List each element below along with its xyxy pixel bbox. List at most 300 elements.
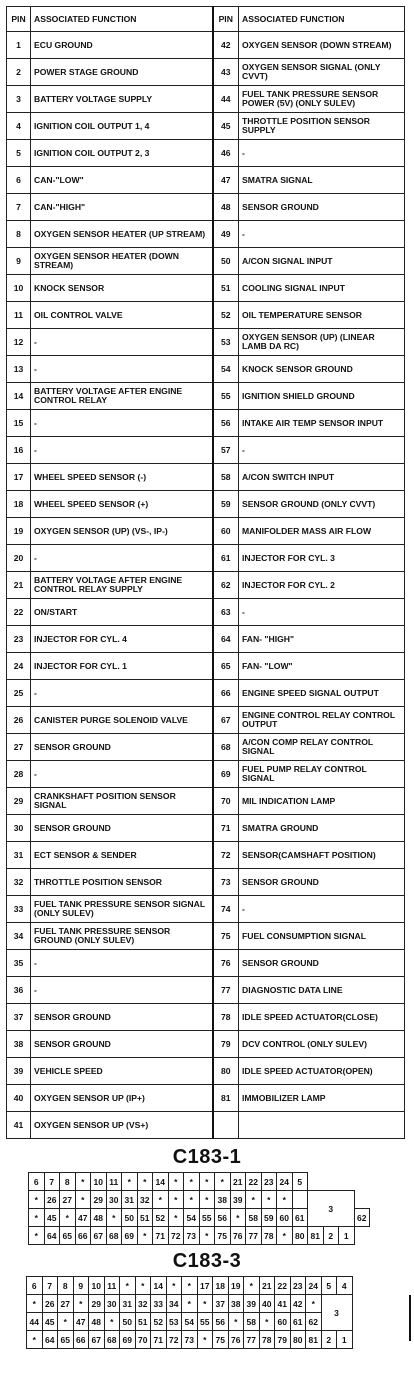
function-left: OXYGEN SENSOR HEATER (UP STREAM) (31, 221, 213, 248)
connector-pin-cell: 65 (60, 1227, 76, 1245)
pin-number-left: 14 (7, 383, 31, 410)
table-row (7, 140, 405, 167)
table-row (7, 761, 405, 788)
connector-pin-cell: * (29, 1227, 45, 1245)
table-row (7, 32, 405, 59)
function-left: - (31, 545, 213, 572)
connector-pin-cell: * (75, 1191, 91, 1209)
table-row (7, 86, 405, 113)
function-right: - (239, 599, 405, 626)
connector-pin-cell: 54 (182, 1313, 198, 1331)
function-right: A/CON COMP RELAY CONTROL SIGNAL (239, 734, 405, 761)
pin-number-right: 44 (213, 86, 239, 113)
connector-pin-cell: * (244, 1277, 260, 1295)
connector-pin-cell: 52 (153, 1209, 169, 1227)
connector-pin-cell: * (277, 1191, 293, 1209)
function-left: KNOCK SENSOR (31, 275, 213, 302)
function-right: MANIFOLDER MASS AIR FLOW (239, 518, 405, 545)
function-right: SENSOR GROUND (239, 950, 405, 977)
connector-c183-1-title: C183-1 (172, 1146, 242, 1168)
connector-pin-cell: 69 (122, 1227, 138, 1245)
pin-number-right: 74 (213, 896, 239, 923)
connector-pin-cell: 22 (246, 1173, 262, 1191)
pin-number-right: 46 (213, 140, 239, 167)
function-left: IGNITION COIL OUTPUT 1, 4 (31, 113, 213, 140)
function-right: - (239, 896, 405, 923)
function-right: THROTTLE POSITION SENSOR SUPPLY (239, 113, 405, 140)
function-left: SENSOR GROUND (31, 1004, 213, 1031)
connector-pin-cell: 24 (277, 1173, 293, 1191)
function-right: SMATRA GROUND (239, 815, 405, 842)
connector-pin-cell: * (168, 1191, 184, 1209)
table-row (7, 923, 405, 950)
connector-pin-cell: * (197, 1295, 213, 1313)
connector-pin-cell: 32 (135, 1295, 151, 1313)
table-row (7, 248, 405, 275)
connector-pin-cell: 48 (91, 1209, 107, 1227)
pin-number-right: 55 (213, 383, 239, 410)
table-row (7, 1031, 405, 1058)
table-row (7, 410, 405, 437)
connector-pin-cell: 60 (275, 1313, 291, 1331)
function-right: INJECTOR FOR CYL. 2 (239, 572, 405, 599)
connector-pin-cell: 18 (213, 1277, 229, 1295)
connector-pin-cell: 68 (106, 1227, 122, 1245)
function-right: ENGINE CONTROL RELAY CONTROL OUTPUT (239, 707, 405, 734)
connector-pin-cell: 4 (337, 1277, 353, 1295)
pin-number-right: 80 (213, 1058, 239, 1085)
connector-pin-cell: * (106, 1209, 122, 1227)
connector-center-pin: 3 (308, 1191, 355, 1227)
pin-number-left: 5 (7, 140, 31, 167)
connector-pin-cell: 32 (137, 1191, 153, 1209)
connector-pin-cell: 42 (290, 1295, 306, 1313)
connector-c183-3-pin-grid (26, 1276, 353, 1349)
table-row (7, 518, 405, 545)
pin-number-left: 39 (7, 1058, 31, 1085)
pin-number-left: 20 (7, 545, 31, 572)
connector-pin-cell: 60 (277, 1209, 293, 1227)
connector-pin-cell: 26 (42, 1295, 58, 1313)
function-right: SMATRA SIGNAL (239, 167, 405, 194)
pin-table-body (7, 32, 405, 1139)
connector-pin-cell: 38 (228, 1295, 244, 1313)
connector-pin-cell: * (230, 1209, 246, 1227)
connector-pin-cell: * (168, 1209, 184, 1227)
connector-pin-cell: * (199, 1191, 215, 1209)
pin-number-left: 28 (7, 761, 31, 788)
connector-pin-cell: 11 (104, 1277, 120, 1295)
table-row (7, 869, 405, 896)
pin-number-right: 53 (213, 329, 239, 356)
connector-pin-cell: 81 (308, 1227, 324, 1245)
function-right: KNOCK SENSOR GROUND (239, 356, 405, 383)
pin-number-left: 31 (7, 842, 31, 869)
pin-number-right: 78 (213, 1004, 239, 1031)
connector-pin-cell: * (122, 1173, 138, 1191)
pin-number-left: 41 (7, 1112, 31, 1139)
function-left: SENSOR GROUND (31, 734, 213, 761)
function-right: OXYGEN SENSOR (UP) (LINEAR LAMB DA RC) (239, 329, 405, 356)
function-right: SENSOR(CAMSHAFT POSITION) (239, 842, 405, 869)
function-left: CANISTER PURGE SOLENOID VALVE (31, 707, 213, 734)
connector-pin-cell: 24 (306, 1277, 322, 1295)
table-row (7, 788, 405, 815)
table-row (7, 329, 405, 356)
connector-pin-cell: * (137, 1227, 153, 1245)
connector-pin-cell: 23 (261, 1173, 277, 1191)
function-left: - (31, 410, 213, 437)
table-row (7, 194, 405, 221)
pin-number-left: 10 (7, 275, 31, 302)
function-left: SENSOR GROUND (31, 1031, 213, 1058)
pin-number-right: 70 (213, 788, 239, 815)
pin-number-right: 57 (213, 437, 239, 464)
connector-pin-cell: * (166, 1277, 182, 1295)
table-row (7, 572, 405, 599)
connector-pin-cell: 66 (75, 1227, 91, 1245)
function-left: OIL CONTROL VALVE (31, 302, 213, 329)
function-left: ECU GROUND (31, 32, 213, 59)
connector-pin-cell: * (246, 1191, 262, 1209)
connector-pin-cell: 26 (44, 1191, 60, 1209)
pin-number-left: 27 (7, 734, 31, 761)
connector-pin-cell: 58 (246, 1209, 262, 1227)
connector-pin-cell: 17 (197, 1277, 213, 1295)
connector-pin-cell: * (75, 1173, 91, 1191)
pin-number-right: 81 (213, 1085, 239, 1112)
function-left: - (31, 950, 213, 977)
function-right: OXYGEN SENSOR (DOWN STREAM) (239, 32, 405, 59)
pin-number-left: 25 (7, 680, 31, 707)
connector-pin-cell: * (60, 1209, 76, 1227)
table-header-row (7, 7, 405, 32)
function-right: IGNITION SHIELD GROUND (239, 383, 405, 410)
table-row (7, 1112, 405, 1139)
function-left: OXYGEN SENSOR HEATER (DOWN STREAM) (31, 248, 213, 275)
connector-pin-cell: 62 (354, 1209, 370, 1227)
table-row (7, 545, 405, 572)
pin-number-right: 58 (213, 464, 239, 491)
connector-pin-cell: 71 (153, 1227, 169, 1245)
connector-pin-cell: 21 (230, 1173, 246, 1191)
pin-number-right: 51 (213, 275, 239, 302)
connector-pin-cell: 64 (42, 1331, 58, 1349)
pin-number-left: 15 (7, 410, 31, 437)
function-right: OIL TEMPERATURE SENSOR (239, 302, 405, 329)
table-row (7, 167, 405, 194)
function-left: ECT SENSOR & SENDER (31, 842, 213, 869)
connector-pin-cell: 56 (213, 1313, 229, 1331)
connector-pin-cell: * (199, 1227, 215, 1245)
pin-number-right: 49 (213, 221, 239, 248)
connector-pin-cell: 44 (27, 1313, 43, 1331)
function-right: - (239, 437, 405, 464)
pin-function-table (6, 6, 405, 1139)
function-right: OXYGEN SENSOR SIGNAL (ONLY CVVT) (239, 59, 405, 86)
connector-pin-cell: 23 (290, 1277, 306, 1295)
function-left: - (31, 977, 213, 1004)
connector-pin-cell: 41 (275, 1295, 291, 1313)
connector-pin-cell: 5 (321, 1277, 337, 1295)
pin-number-right: 59 (213, 491, 239, 518)
table-row (7, 1085, 405, 1112)
connector-pin-cell: 10 (89, 1277, 105, 1295)
connector-pin-cell: 6 (27, 1277, 43, 1295)
connector-pin-cell: 52 (151, 1313, 167, 1331)
pin-number-left: 37 (7, 1004, 31, 1031)
connector-row (29, 1227, 370, 1245)
function-left: ON/START (31, 599, 213, 626)
connector-pin-cell: 65 (58, 1331, 74, 1349)
function-left: WHEEL SPEED SENSOR (+) (31, 491, 213, 518)
table-row (7, 221, 405, 248)
function-left: SENSOR GROUND (31, 815, 213, 842)
connector-row (27, 1277, 353, 1295)
pin-number-right: 72 (213, 842, 239, 869)
function-right: FAN- "HIGH" (239, 626, 405, 653)
connector-pin-cell: * (27, 1331, 43, 1349)
table-row (7, 275, 405, 302)
connector-pin-cell: * (306, 1295, 322, 1313)
connector-row (27, 1313, 353, 1331)
connector-pin-cell: 58 (244, 1313, 260, 1331)
connector-pin-cell: 72 (166, 1331, 182, 1349)
connector-pin-cell: 75 (215, 1227, 231, 1245)
pin-number-right: 43 (213, 59, 239, 86)
connector-c183-1-grid (28, 1172, 370, 1245)
connector-pin-cell: 48 (89, 1313, 105, 1331)
pin-number-right: 45 (213, 113, 239, 140)
pin-number-right: 66 (213, 680, 239, 707)
pin-number-left: 30 (7, 815, 31, 842)
connector-pin-cell: 29 (89, 1295, 105, 1313)
function-left: INJECTOR FOR CYL. 1 (31, 653, 213, 680)
pin-number-left: 4 (7, 113, 31, 140)
connector-pin-cell: 19 (228, 1277, 244, 1295)
function-right: MIL INDICATION LAMP (239, 788, 405, 815)
connector-pin-cell: 55 (197, 1313, 213, 1331)
pin-number-right: 68 (213, 734, 239, 761)
function-right: FUEL PUMP RELAY CONTROL SIGNAL (239, 761, 405, 788)
connector-pin-cell: 78 (259, 1331, 275, 1349)
pin-number-left: 16 (7, 437, 31, 464)
function-left: FUEL TANK PRESSURE SENSOR SIGNAL (ONLY SULEV) (31, 896, 213, 923)
connector-pin-cell: 7 (44, 1173, 60, 1191)
connector-pin-cell: 2 (321, 1331, 337, 1349)
pin-number-left: 7 (7, 194, 31, 221)
connector-pin-cell: * (104, 1313, 120, 1331)
connector-pin-cell: * (27, 1295, 43, 1313)
connector-pin-cell: * (29, 1191, 45, 1209)
function-left: OXYGEN SENSOR UP (VS+) (31, 1112, 213, 1139)
pin-number-right: 76 (213, 950, 239, 977)
connector-pin-cell: * (184, 1191, 200, 1209)
connector-pin-cell: 1 (339, 1227, 355, 1245)
connector-pin-cell: 40 (259, 1295, 275, 1313)
pin-number-left: 9 (7, 248, 31, 275)
pin-number-left: 26 (7, 707, 31, 734)
connector-pin-cell: * (277, 1227, 293, 1245)
function-left: - (31, 437, 213, 464)
connector-pin-cell: 79 (275, 1331, 291, 1349)
connector-pin-cell: 66 (73, 1331, 89, 1349)
connector-pin-cell: 80 (290, 1331, 306, 1349)
table-row (7, 977, 405, 1004)
pin-number-left: 23 (7, 626, 31, 653)
connector-pin-cell: 1 (337, 1331, 353, 1349)
connector-pin-cell: 68 (104, 1331, 120, 1349)
function-left: OXYGEN SENSOR (UP) (VS-, IP-) (31, 518, 213, 545)
pin-number-left: 13 (7, 356, 31, 383)
connector-pin-cell: 75 (213, 1331, 229, 1349)
connector-pin-cell: 59 (261, 1209, 277, 1227)
connector-pin-cell: 27 (58, 1295, 74, 1313)
pin-number-right: 60 (213, 518, 239, 545)
function-header-right: ASSOCIATED FUNCTION (239, 7, 405, 32)
connector-pin-cell: 31 (122, 1191, 138, 1209)
connector-pin-cell: 37 (213, 1295, 229, 1313)
connector-pin-cell: 45 (42, 1313, 58, 1331)
function-right: COOLING SIGNAL INPUT (239, 275, 405, 302)
connector-pin-cell: 10 (91, 1173, 107, 1191)
table-row (7, 626, 405, 653)
pin-number-left: 3 (7, 86, 31, 113)
table-row (7, 1004, 405, 1031)
connector-pin-cell: 39 (230, 1191, 246, 1209)
connector-pin-cell: 34 (166, 1295, 182, 1313)
table-row (7, 815, 405, 842)
connector-pin-cell: 67 (89, 1331, 105, 1349)
connector-row (29, 1191, 370, 1209)
pin-number-right: 52 (213, 302, 239, 329)
pin-number-right: 71 (213, 815, 239, 842)
function-right: IDLE SPEED ACTUATOR(CLOSE) (239, 1004, 405, 1031)
connector-pin-cell: 81 (306, 1331, 322, 1349)
connector-pin-cell (292, 1191, 308, 1209)
function-left: BATTERY VOLTAGE AFTER ENGINE CONTROL RELAY SUPPLY (31, 572, 213, 599)
connector-pin-cell: 47 (75, 1209, 91, 1227)
connector-side-bar (409, 1295, 411, 1341)
connector-pin-cell: 78 (261, 1227, 277, 1245)
connector-pin-cell: 38 (215, 1191, 231, 1209)
connector-c183-3-title: C183-3 (172, 1250, 242, 1272)
pin-number-right: 54 (213, 356, 239, 383)
connector-pin-cell: * (73, 1295, 89, 1313)
pin-number-left: 21 (7, 572, 31, 599)
connector-pin-cell: 39 (244, 1295, 260, 1313)
function-right: FUEL CONSUMPTION SIGNAL (239, 923, 405, 950)
connector-pin-cell: 67 (91, 1227, 107, 1245)
connector-c183-1-pin-grid (28, 1172, 370, 1245)
table-row (7, 950, 405, 977)
function-right: ENGINE SPEED SIGNAL OUTPUT (239, 680, 405, 707)
pin-number-right: 42 (213, 32, 239, 59)
function-right: - (239, 221, 405, 248)
pin-number-left: 8 (7, 221, 31, 248)
connector-pin-cell: 30 (104, 1295, 120, 1313)
function-right: DIAGNOSTIC DATA LINE (239, 977, 405, 1004)
function-left: OXYGEN SENSOR UP (IP+) (31, 1085, 213, 1112)
connector-pin-cell: 76 (230, 1227, 246, 1245)
pin-number-left: 2 (7, 59, 31, 86)
connector-pin-cell: 80 (292, 1227, 308, 1245)
function-right: SENSOR GROUND (ONLY CVVT) (239, 491, 405, 518)
pin-header-left: PIN (7, 7, 31, 32)
connector-pin-cell: 69 (120, 1331, 136, 1349)
connector-pin-cell: 61 (292, 1209, 308, 1227)
table-row (7, 383, 405, 410)
table-row (7, 734, 405, 761)
connector-pin-cell: 8 (60, 1173, 76, 1191)
connector-pin-cell: 50 (120, 1313, 136, 1331)
connector-pin-cell: 53 (166, 1313, 182, 1331)
function-left: BATTERY VOLTAGE AFTER ENGINE CONTROL RELAY (31, 383, 213, 410)
connector-pin-cell: 30 (106, 1191, 122, 1209)
table-row (7, 437, 405, 464)
function-right: INJECTOR FOR CYL. 3 (239, 545, 405, 572)
connector-pin-cell: * (135, 1277, 151, 1295)
function-left: VEHICLE SPEED (31, 1058, 213, 1085)
table-row (7, 599, 405, 626)
connector-pin-cell: 33 (151, 1295, 167, 1313)
function-left: IGNITION COIL OUTPUT 2, 3 (31, 140, 213, 167)
pin-number-left: 1 (7, 32, 31, 59)
function-right: IDLE SPEED ACTUATOR(OPEN) (239, 1058, 405, 1085)
function-right: A/CON SWITCH INPUT (239, 464, 405, 491)
connector-pin-cell: 5 (292, 1173, 308, 1191)
pin-number-right: 67 (213, 707, 239, 734)
pin-number-left: 35 (7, 950, 31, 977)
pin-number-left: 11 (7, 302, 31, 329)
function-left: CAN-"HIGH" (31, 194, 213, 221)
table-row (7, 59, 405, 86)
connector-pin-cell: * (228, 1313, 244, 1331)
pin-number-left: 22 (7, 599, 31, 626)
function-left: CAN-"LOW" (31, 167, 213, 194)
pin-number-right: 65 (213, 653, 239, 680)
pin-number-left: 24 (7, 653, 31, 680)
connector-pin-cell: 45 (44, 1209, 60, 1227)
connector-pin-cell: 56 (215, 1209, 231, 1227)
function-left: - (31, 356, 213, 383)
connector-pin-cell: 77 (244, 1331, 260, 1349)
pin-number-left: 36 (7, 977, 31, 1004)
table-row (7, 707, 405, 734)
pin-number-left: 19 (7, 518, 31, 545)
connector-pin-cell: * (199, 1173, 215, 1191)
connector-pin-cell: 62 (306, 1313, 322, 1331)
connector-pin-cell: * (137, 1173, 153, 1191)
pin-header-right: PIN (213, 7, 239, 32)
connector-pin-cell: * (182, 1295, 198, 1313)
function-left: INJECTOR FOR CYL. 4 (31, 626, 213, 653)
pin-number-right: 56 (213, 410, 239, 437)
function-left: FUEL TANK PRESSURE SENSOR GROUND (ONLY SULEV) (31, 923, 213, 950)
connector-pin-cell: 55 (199, 1209, 215, 1227)
function-right: INTAKE AIR TEMP SENSOR INPUT (239, 410, 405, 437)
table-row (7, 680, 405, 707)
table-row (7, 491, 405, 518)
connector-pin-cell: 6 (29, 1173, 45, 1191)
table-row (7, 653, 405, 680)
function-left: WHEEL SPEED SENSOR (-) (31, 464, 213, 491)
table-row (7, 1058, 405, 1085)
table-row (7, 113, 405, 140)
pin-number-right: 64 (213, 626, 239, 653)
connector-pin-cell: * (120, 1277, 136, 1295)
table-row (7, 356, 405, 383)
